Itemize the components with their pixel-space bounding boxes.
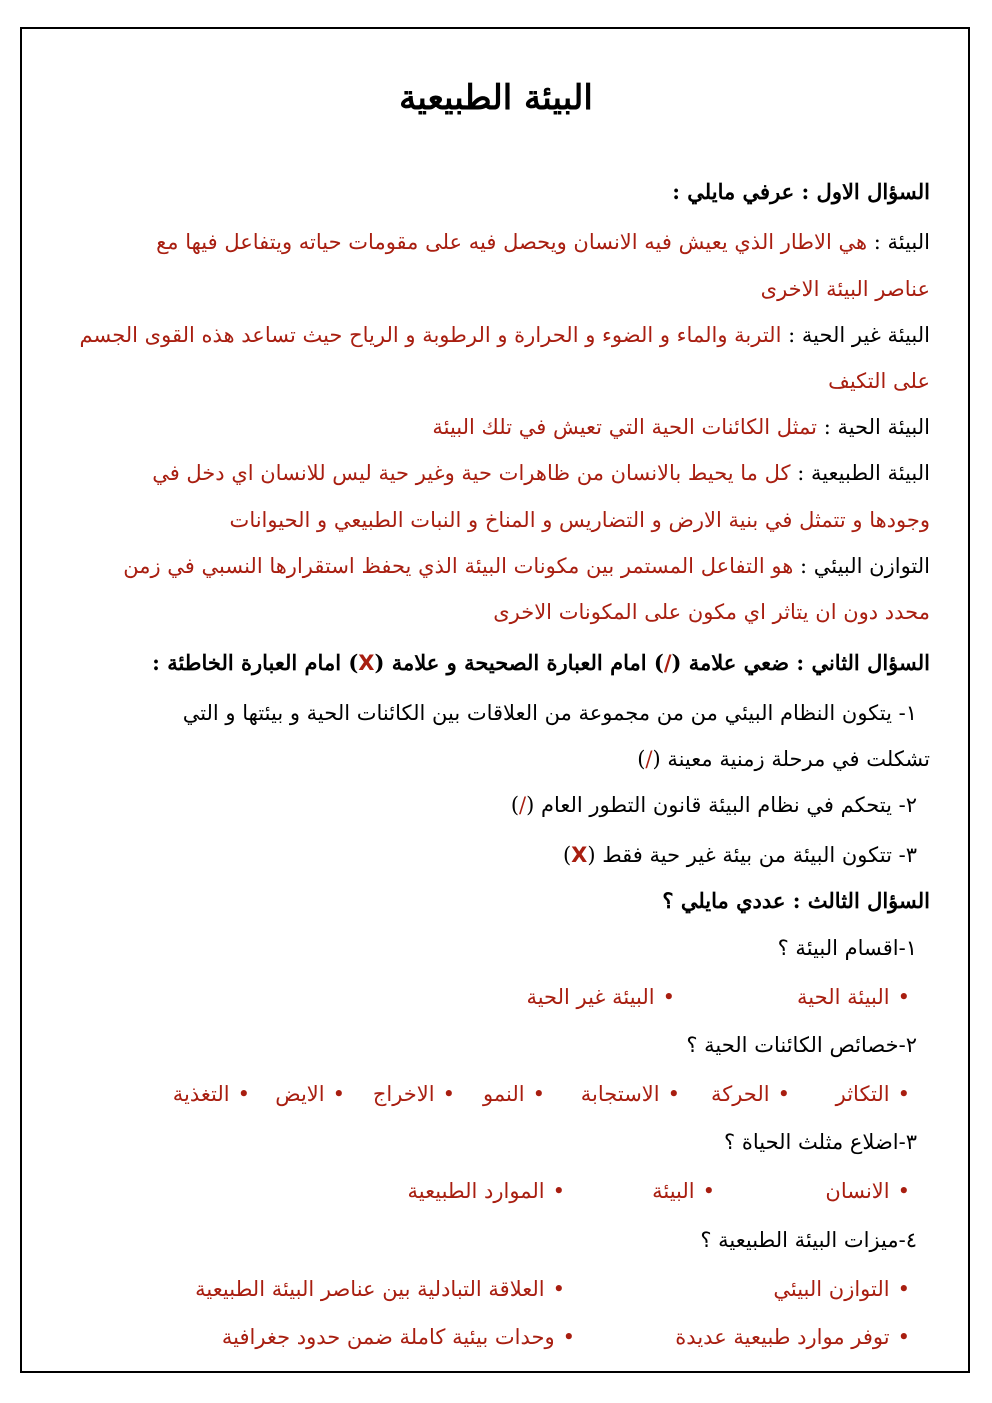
q3-sub2-label: ٢-خصائص الكائنات الحية ؟ bbox=[686, 1033, 917, 1057]
def-term: البيئة الطبيعية : bbox=[797, 461, 930, 485]
def-text: هي الاطار الذي يعيش فيه الانسان ويحصل فيه على مقومات حياته ويتفاعل فيها مع bbox=[156, 230, 868, 254]
list-item: • التكاثر bbox=[836, 1079, 910, 1109]
list-item: • النمو bbox=[483, 1079, 545, 1109]
def-text: التربة والماء و الضوء و الحرارة و الرطوبة و الرياح حيث تساعد هذه القوى الجسم bbox=[79, 323, 782, 347]
def-term: التوازن البيئي : bbox=[800, 554, 930, 578]
q3-heading: السؤال الثالث : عددي مايلي ؟ bbox=[662, 888, 930, 913]
list-item: • الحركة bbox=[711, 1079, 790, 1109]
list-item: • الايض bbox=[275, 1079, 345, 1109]
list-item: • الاستجابة bbox=[581, 1079, 680, 1109]
answer-mark: X bbox=[571, 843, 588, 867]
list-item: • العلاقة التبادلية بين عناصر البيئة الطبيعية bbox=[195, 1274, 565, 1304]
list-item: • توفر موارد طبيعية عديدة bbox=[675, 1322, 910, 1352]
def-nonliving bbox=[62, 320, 930, 350]
list-item: • الموارد الطبيعية bbox=[408, 1176, 565, 1206]
list-item: • البيئة الحية bbox=[797, 982, 910, 1012]
def-term: البيئة غير الحية : bbox=[788, 323, 930, 347]
check-mark: / bbox=[663, 650, 672, 675]
q2-item-3: ٣- تتكون البيئة من بيئة غير حية فقط (X) bbox=[562, 843, 917, 867]
def-text: تمثل الكائنات الحية التي تعيش في تلك البيئة bbox=[432, 415, 817, 439]
x-mark: X bbox=[358, 651, 375, 675]
page-title: البيئة الطبيعية bbox=[399, 78, 593, 118]
def-text: كل ما يحيط بالانسان من ظاهرات حية وغير حية ليس للانسان اي دخل في bbox=[152, 461, 791, 485]
def-text-cont: عناصر البيئة الاخرى bbox=[760, 277, 930, 301]
q2-item-1: ١- يتكون النظام البيئي من من مجموعة من العلاقات بين الكائنات الحية و بيئتها و التي bbox=[182, 701, 917, 725]
list-item: • التغذية bbox=[173, 1079, 250, 1109]
list-item: • الانسان bbox=[825, 1176, 910, 1206]
def-term: البيئة الحية : bbox=[823, 415, 930, 439]
q3-sub3-label: ٣-اضلاع مثلث الحياة ؟ bbox=[724, 1130, 917, 1154]
def-living bbox=[62, 412, 930, 442]
def-balance bbox=[62, 551, 930, 581]
list-item: • البيئة bbox=[652, 1176, 715, 1206]
q1-heading: السؤال الاول : عرفي مايلي : bbox=[672, 179, 930, 204]
list-item: • الاخراج bbox=[373, 1079, 455, 1109]
def-term: البيئة : bbox=[873, 230, 930, 254]
def-text: هو التفاعل المستمر بين مكونات البيئة الذي يحفظ استقرارها النسبي في زمن bbox=[123, 554, 794, 578]
list-item: • التوازن البيئي bbox=[773, 1274, 910, 1304]
list-item: • البيئة غير الحية bbox=[526, 982, 675, 1012]
answer-mark: / bbox=[645, 747, 653, 771]
def-environment bbox=[62, 227, 930, 257]
q2-item-2: ٢- يتحكم في نظام البيئة قانون التطور العام (/) bbox=[510, 793, 917, 817]
q3-sub1-label: ١-اقسام البيئة ؟ bbox=[777, 936, 917, 960]
q2-item-1-cont: تشكلت في مرحلة زمنية معينة (/) bbox=[637, 747, 930, 771]
def-text-cont: وجودها و تتمثل في بنية الارض و التضاريس و المناخ و النبات الطبيعي و الحيوانات bbox=[229, 508, 930, 532]
def-text-cont: محدد دون ان يتاثر اي مكون على المكونات الاخرى bbox=[493, 600, 930, 624]
def-text-cont: على التكيف bbox=[828, 369, 930, 393]
q2-heading: السؤال الثاني : ضعي علامة (/) امام العبارة الصحيحة و علامة (X) امام العبارة الخاطئة : bbox=[152, 650, 930, 675]
answer-mark: / bbox=[519, 793, 527, 817]
list-item: • وحدات بيئية كاملة ضمن حدود جغرافية bbox=[222, 1322, 575, 1352]
def-natural bbox=[62, 458, 930, 488]
q3-sub4-label: ٤-ميزات البيئة الطبيعية ؟ bbox=[700, 1228, 917, 1252]
